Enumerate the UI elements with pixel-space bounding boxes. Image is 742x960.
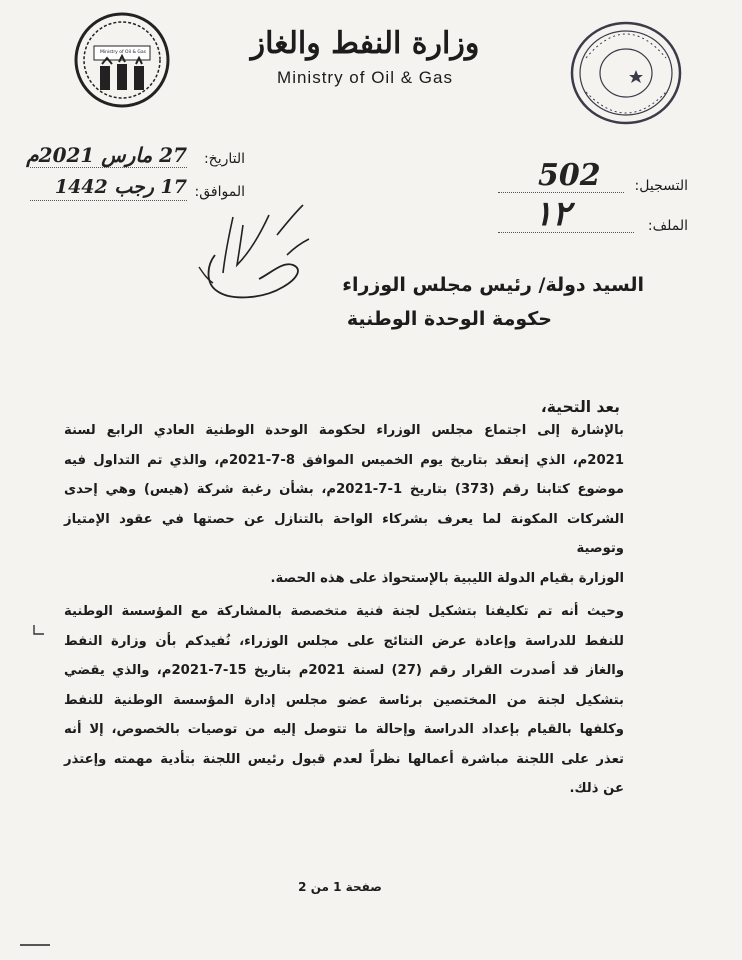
greeting: بعد التحية، xyxy=(540,398,620,416)
ministry-logo xyxy=(72,10,172,110)
hijri-date-label: الموافق: xyxy=(194,184,245,200)
paragraph-line: تعذر على اللجنة مباشرة أعمالها نظراً لعدم قبول رئيس اللجنة بتأدية مهمته وإعتذر xyxy=(64,751,624,767)
paragraph-line: الشركات المكونة لما يعرف بشركاء الواحة بالتنازل عن حصتها في عقود الإمتياز وتوصية xyxy=(64,511,624,556)
registration-label: التسجيل: xyxy=(634,178,688,194)
registration-number: 502 xyxy=(538,158,601,193)
paragraph-line: عن ذلك. xyxy=(569,781,624,796)
hijri-date-value: 17 رجب 1442 xyxy=(54,176,187,198)
paragraph-line: موضوع كتابنا رقم (373) بتاريخ 1-7-2021م، بشأن رغبة شركة (هيس) وهي إحدى xyxy=(64,482,624,497)
file-label: الملف: xyxy=(647,218,688,234)
paragraph-line: بتشكيل لجنة من المختصين برئاسة عضو مجلس إدارة المؤسسة الوطنية للنفط xyxy=(64,692,624,708)
ministry-name-arabic: وزارة النفط والغاز xyxy=(250,26,480,61)
file-number: ١٢ xyxy=(534,194,571,234)
logo-text: Ministry of Oil & Gas xyxy=(99,50,147,55)
paragraph-line: وكلفها بالقيام بإعداد الدراسة وإحالة ما تتوصل إليه من توصيات بالخصوص، إلا أنه xyxy=(64,722,624,737)
ministry-name-english: Ministry of Oil & Gas xyxy=(277,68,453,87)
paragraph-line: للنفط للدراسة وإعادة عرض النتائج على مجلس الوزراء، نُفيدكم بأن وزارة النفط xyxy=(64,633,624,649)
date-label: التاريخ: xyxy=(203,151,245,167)
scan-mark xyxy=(20,944,50,946)
paragraph-line: والغاز قد أصدرت القرار رقم (27) لسنة 2021م بتاريخ 15-7-2021م، والذي يقضي xyxy=(64,663,625,678)
registration-field xyxy=(498,160,688,194)
file-field xyxy=(498,194,688,234)
date-value: 27 مارس 2021م xyxy=(26,143,187,167)
body-paragraph-1 xyxy=(64,416,624,593)
date-field xyxy=(26,143,245,173)
body-paragraph-2 xyxy=(64,597,624,804)
page-number: صفحة 1 من 2 xyxy=(298,880,382,894)
addressee-government: حكومة الوحدة الوطنية xyxy=(346,308,552,330)
paragraph-line: وحيث أنه تم تكليفنا بتشكيل لجنة فنية متخصصة بالمشاركة مع المؤسسة الوطنية xyxy=(64,604,624,619)
addressee-title: السيد دولة/ رئيس مجلس الوزراء xyxy=(342,274,644,296)
margin-mark xyxy=(32,622,46,636)
state-seal xyxy=(566,18,686,128)
paragraph-line: 2021م، الذي إنعقد بتاريخ يوم الخميس الموافق 8-7-2021م، والذي تم التداول فيه xyxy=(64,452,625,468)
paragraph-line: الوزارة بقيام الدولة الليبية بالإستحواذ على هذه الحصة. xyxy=(270,570,624,586)
paragraph-line: بالإشارة إلى اجتماع مجلس الوزراء لحكومة الوحدة الوطنية العادي الرابع لسنة xyxy=(64,423,624,438)
